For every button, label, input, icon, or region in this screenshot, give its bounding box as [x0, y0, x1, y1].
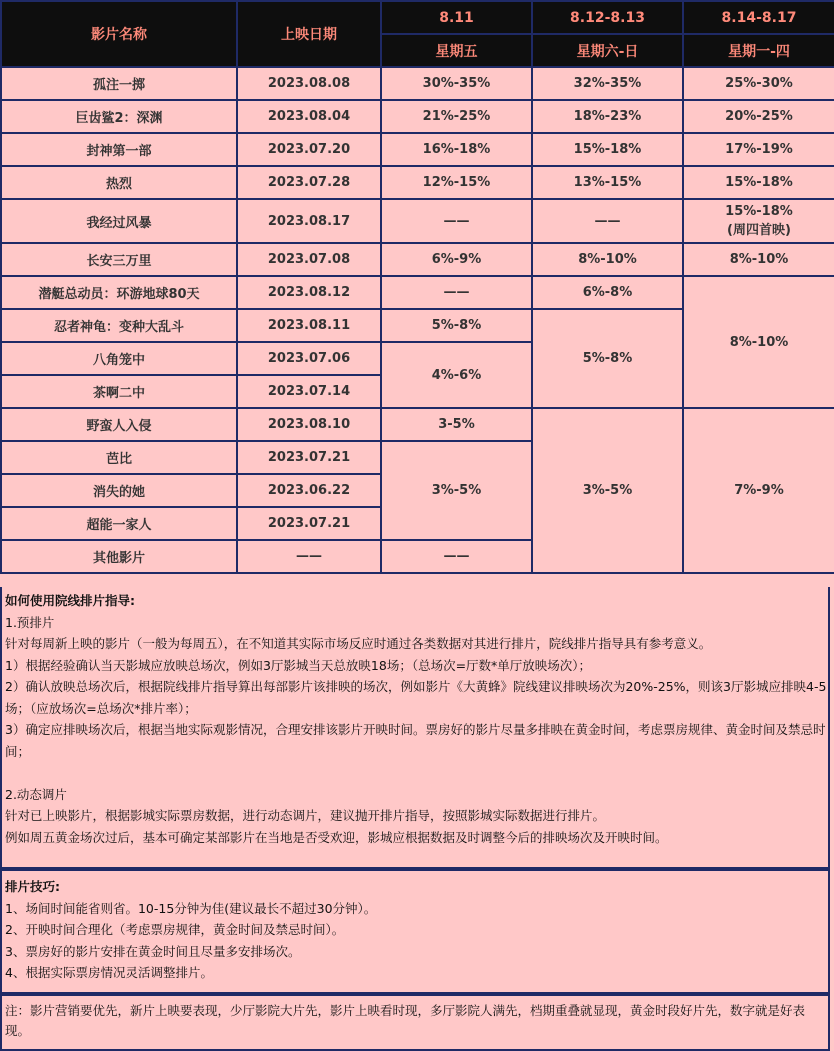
film-name: 我经过风暴 — [1, 199, 237, 243]
film-date: —— — [237, 540, 381, 573]
film-name: 野蛮人入侵 — [1, 408, 237, 441]
header-period-2-days: 星期六-日 — [532, 34, 683, 67]
rate-weekend: 6%-8% — [532, 276, 683, 309]
rate-fri-merged: 4%-6% — [381, 342, 532, 408]
film-date: 2023.07.20 — [237, 133, 381, 166]
guide-line: 3）确定应排映场次后，根据当地实际观影情况，合理安排该影片开映时间。票房好的影片尽量多排映在黄金时间，考虑票房规律、黄金时间及禁忌时间； — [5, 722, 826, 759]
rate-fri: 6%-9% — [381, 243, 532, 276]
film-date: 2023.08.10 — [237, 408, 381, 441]
film-name: 巨齿鲨2：深渊 — [1, 100, 237, 133]
guide-line: 例如周五黄金场次过后，基本可确定某部影片在当地是否受欢迎，影城应根据数据及时调整今后的排映场次及开映时间。 — [5, 829, 668, 845]
film-name: 芭比 — [1, 441, 237, 474]
film-name: 封神第一部 — [1, 133, 237, 166]
rate-fri: 12%-15% — [381, 166, 532, 199]
guide-line: 1）根据经验确认当天影城应放映总场次，例如3厅影城当天总放映18场；（总场次=厅数*单厅放映场次）； — [5, 657, 592, 673]
rate-weekend: 18%-23% — [532, 100, 683, 133]
film-name: 超能一家人 — [1, 507, 237, 540]
film-name: 茶啊二中 — [1, 375, 237, 408]
film-name: 其他影片 — [1, 540, 237, 573]
rate-weekday: 17%-19% — [683, 133, 834, 166]
film-date: 2023.08.04 — [237, 100, 381, 133]
film-date: 2023.06.22 — [237, 474, 381, 507]
film-date: 2023.07.28 — [237, 166, 381, 199]
rate-weekday-merged: 7%-9% — [683, 408, 834, 573]
film-date: 2023.07.21 — [237, 441, 381, 474]
rate-weekend: —— — [532, 199, 683, 243]
tip-line: 2、开映时间合理化（考虑票房规律，黄金时间及禁忌时间）。 — [5, 922, 345, 937]
film-name: 热烈 — [1, 166, 237, 199]
film-name: 潜艇总动员：环游地球80天 — [1, 276, 237, 309]
rate-weekday-value: 15%-18% — [725, 204, 793, 219]
film-name: 长安三万里 — [1, 243, 237, 276]
film-name: 消失的她 — [1, 474, 237, 507]
rate-fri: 5%-8% — [381, 309, 532, 342]
rate-fri: 3-5% — [381, 408, 532, 441]
guide-section-2-title: 2.动态调片 — [5, 786, 67, 802]
usage-guide — [0, 587, 830, 869]
guide-line: 2）确认放映总场次后，根据院线排片指导算出每部影片该排映的场次，例如影片《大黄蜂》院线建议排映场次为20%-25%，则该3厅影城应排映4-5场；（应放场次=总场次*排片率）； — [5, 679, 827, 716]
rate-weekend-merged: 5%-8% — [532, 309, 683, 408]
tips-title: 排片技巧: — [5, 879, 60, 894]
rate-weekday: 20%-25% — [683, 100, 834, 133]
tip-line: 4、根据实际票房情况灵活调整排片。 — [5, 965, 213, 980]
header-period-3-dates: 8.14-8.17 — [683, 1, 834, 34]
guide-title: 如何使用院线排片指导: — [5, 593, 135, 608]
rate-fri: —— — [381, 540, 532, 573]
header-film-name: 影片名称 — [1, 1, 237, 67]
guide-line: 针对每周新上映的影片（一般为每周五），在不知道其实际市场反应时通过各类数据对其进行排片，院线排片指导具有参考意义。 — [5, 636, 712, 651]
footer-note — [0, 994, 830, 1051]
film-name: 忍者神龟：变种大乱斗 — [1, 309, 237, 342]
rate-fri: 21%-25% — [381, 100, 532, 133]
guide-line: 针对已上映影片，根据影城实际票房数据，进行动态调片，建议抛开排片指导，按照影城实际数据进行排片。 — [5, 808, 606, 823]
rate-weekday-note: (周四首映) — [727, 223, 791, 238]
rate-weekend: 13%-15% — [532, 166, 683, 199]
guide-spacer — [5, 762, 828, 784]
rate-weekend: 32%-35% — [532, 67, 683, 100]
film-date: 2023.08.17 — [237, 199, 381, 243]
rate-weekday — [683, 199, 834, 243]
film-date: 2023.07.06 — [237, 342, 381, 375]
tip-line: 1、场间时间能省则省。10-15分钟为佳(建议最长不超过30分钟）。 — [5, 900, 377, 916]
rate-weekday: 25%-30% — [683, 67, 834, 100]
rate-fri: 30%-35% — [381, 67, 532, 100]
header-period-1-dates: 8.11 — [381, 1, 532, 34]
film-date: 2023.08.08 — [237, 67, 381, 100]
rate-weekday: 8%-10% — [683, 243, 834, 276]
header-release-date: 上映日期 — [237, 1, 381, 67]
film-name: 八角笼中 — [1, 342, 237, 375]
film-date: 2023.07.21 — [237, 507, 381, 540]
film-date: 2023.08.12 — [237, 276, 381, 309]
guide-section-1-title: 1.预排片 — [5, 614, 55, 630]
film-date: 2023.08.11 — [237, 309, 381, 342]
rate-fri: 16%-18% — [381, 133, 532, 166]
rate-fri-merged: 3%-5% — [381, 441, 532, 540]
note-text: 注：影片营销要优先，新片上映要表现，少厅影院大片先，影片上映看时现，多厅影院人满先，档期重叠就显现，黄金时段好片先，数字就是好表现。 — [5, 1003, 806, 1038]
film-name: 孤注一掷 — [1, 67, 237, 100]
header-period-2-dates: 8.12-8.13 — [532, 1, 683, 34]
rate-weekday: 15%-18% — [683, 166, 834, 199]
header-period-1-days: 星期五 — [381, 34, 532, 67]
header-period-3-days: 星期一-四 — [683, 34, 834, 67]
tip-line: 3、票房好的影片安排在黄金时间且尽量多安排场次。 — [5, 943, 301, 959]
rate-fri: —— — [381, 276, 532, 309]
rate-weekend: 8%-10% — [532, 243, 683, 276]
rate-weekend-merged: 3%-5% — [532, 408, 683, 573]
film-date: 2023.07.08 — [237, 243, 381, 276]
rate-fri: —— — [381, 199, 532, 243]
scheduling-tips — [0, 869, 830, 994]
rate-weekday-merged: 8%-10% — [683, 276, 834, 408]
rate-weekend: 15%-18% — [532, 133, 683, 166]
film-date: 2023.07.14 — [237, 375, 381, 408]
